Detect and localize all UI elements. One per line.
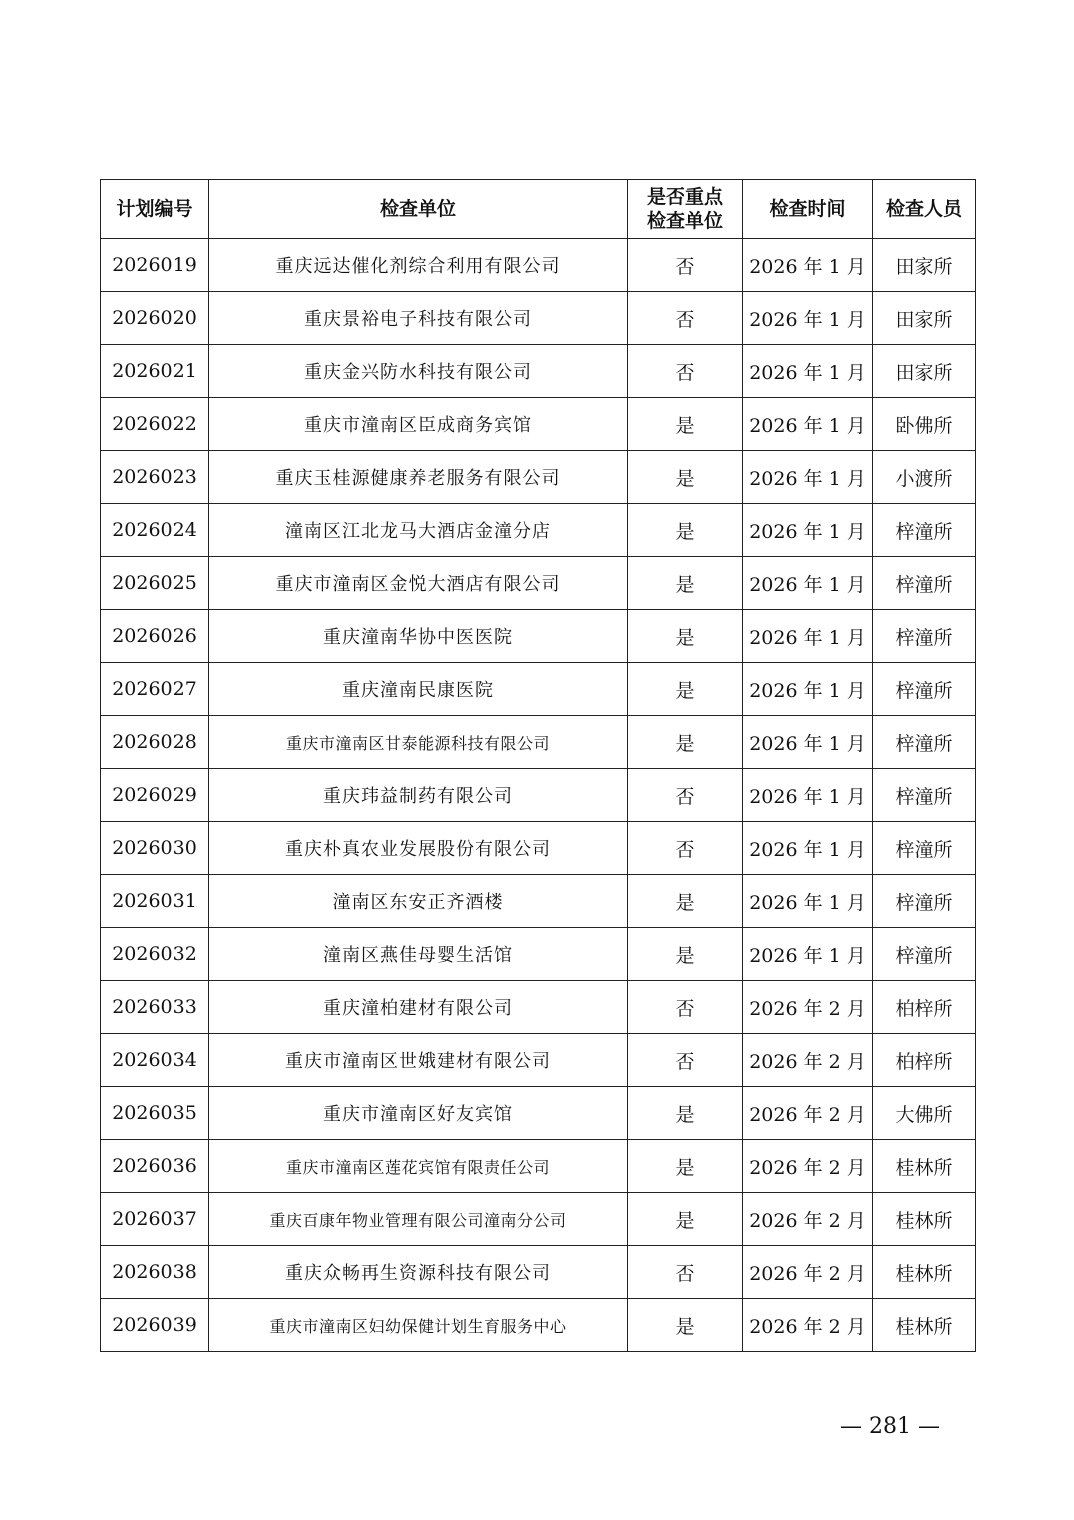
plan-number-cell: 2026025: [101, 557, 209, 610]
inspector-cell: 梓潼所: [873, 928, 976, 981]
inspector-cell: 卧佛所: [873, 398, 976, 451]
plan-number-cell: 2026035: [101, 1087, 209, 1140]
plan-number-cell: 2026032: [101, 928, 209, 981]
plan-number-cell: 2026030: [101, 822, 209, 875]
table-row: [101, 345, 976, 398]
inspected-unit-cell: 重庆市潼南区好友宾馆: [209, 1087, 628, 1140]
page-number: — 281 —: [840, 1414, 940, 1439]
inspection-time-cell: 2026 年 1 月: [743, 398, 873, 451]
inspector-cell: 梓潼所: [873, 504, 976, 557]
plan-number-cell: 2026021: [101, 345, 209, 398]
inspection-time-cell: 2026 年 1 月: [743, 875, 873, 928]
inspection-plan-table: [100, 179, 976, 1352]
plan-number-cell: 2026022: [101, 398, 209, 451]
inspector-cell: 梓潼所: [873, 769, 976, 822]
inspector-cell: 梓潼所: [873, 875, 976, 928]
inspected-unit-cell: 重庆市潼南区莲花宾馆有限责任公司: [209, 1140, 628, 1193]
inspection-time-cell: 2026 年 1 月: [743, 716, 873, 769]
key-unit-cell: 是: [628, 1193, 743, 1246]
inspection-time-cell: 2026 年 1 月: [743, 769, 873, 822]
table-row: [101, 239, 976, 292]
inspection-time-cell: 2026 年 1 月: [743, 557, 873, 610]
inspector-cell: 桂林所: [873, 1299, 976, 1352]
inspector-cell: 梓潼所: [873, 822, 976, 875]
inspector-cell: 小渡所: [873, 451, 976, 504]
plan-number-cell: 2026028: [101, 716, 209, 769]
header-key-unit: 是否重点 检查单位: [628, 180, 743, 239]
key-unit-cell: 是: [628, 398, 743, 451]
inspection-time-cell: 2026 年 1 月: [743, 663, 873, 716]
plan-number-cell: 2026019: [101, 239, 209, 292]
table-row: [101, 1246, 976, 1299]
table-row: [101, 981, 976, 1034]
table-row: [101, 875, 976, 928]
key-unit-cell: 否: [628, 822, 743, 875]
header-plan-number: 计划编号: [101, 180, 209, 239]
inspected-unit-cell: 重庆百康年物业管理有限公司潼南分公司: [209, 1193, 628, 1246]
table-row: [101, 663, 976, 716]
table-row: [101, 1034, 976, 1087]
key-unit-cell: 是: [628, 1299, 743, 1352]
table-row: [101, 928, 976, 981]
key-unit-cell: 否: [628, 1034, 743, 1087]
inspector-cell: 柏梓所: [873, 1034, 976, 1087]
plan-number-cell: 2026029: [101, 769, 209, 822]
inspector-cell: 桂林所: [873, 1193, 976, 1246]
inspection-time-cell: 2026 年 1 月: [743, 292, 873, 345]
inspector-cell: 柏梓所: [873, 981, 976, 1034]
inspection-time-cell: 2026 年 1 月: [743, 610, 873, 663]
key-unit-cell: 否: [628, 239, 743, 292]
table-row: [101, 610, 976, 663]
key-unit-cell: 是: [628, 928, 743, 981]
plan-number-cell: 2026039: [101, 1299, 209, 1352]
header-inspection-time: 检查时间: [743, 180, 873, 239]
inspected-unit-cell: 重庆玮益制药有限公司: [209, 769, 628, 822]
plan-number-cell: 2026024: [101, 504, 209, 557]
key-unit-cell: 是: [628, 504, 743, 557]
inspected-unit-cell: 重庆市潼南区妇幼保健计划生育服务中心: [209, 1299, 628, 1352]
inspected-unit-cell: 重庆朴真农业发展股份有限公司: [209, 822, 628, 875]
table-row: [101, 769, 976, 822]
key-unit-cell: 是: [628, 716, 743, 769]
table-row: [101, 504, 976, 557]
key-unit-cell: 是: [628, 451, 743, 504]
plan-number-cell: 2026027: [101, 663, 209, 716]
plan-number-cell: 2026020: [101, 292, 209, 345]
table-row: [101, 557, 976, 610]
inspected-unit-cell: 重庆众畅再生资源科技有限公司: [209, 1246, 628, 1299]
key-unit-cell: 否: [628, 345, 743, 398]
table-row: [101, 716, 976, 769]
table-row: [101, 451, 976, 504]
inspection-time-cell: 2026 年 1 月: [743, 239, 873, 292]
inspection-time-cell: 2026 年 1 月: [743, 345, 873, 398]
inspection-time-cell: 2026 年 1 月: [743, 928, 873, 981]
key-unit-cell: 否: [628, 292, 743, 345]
inspection-time-cell: 2026 年 2 月: [743, 1034, 873, 1087]
table-row: [101, 1140, 976, 1193]
inspection-time-cell: 2026 年 1 月: [743, 451, 873, 504]
key-unit-cell: 是: [628, 875, 743, 928]
header-inspected-unit: 检查单位: [209, 180, 628, 239]
inspected-unit-cell: 重庆市潼南区臣成商务宾馆: [209, 398, 628, 451]
inspector-cell: 梓潼所: [873, 663, 976, 716]
inspector-cell: 梓潼所: [873, 716, 976, 769]
inspection-time-cell: 2026 年 2 月: [743, 981, 873, 1034]
inspected-unit-cell: 重庆潼南华协中医医院: [209, 610, 628, 663]
inspected-unit-cell: 潼南区燕佳母婴生活馆: [209, 928, 628, 981]
header-inspector: 检查人员: [873, 180, 976, 239]
inspected-unit-cell: 潼南区东安正齐酒楼: [209, 875, 628, 928]
table-row: [101, 822, 976, 875]
table-row: [101, 1087, 976, 1140]
table-row: [101, 292, 976, 345]
plan-number-cell: 2026026: [101, 610, 209, 663]
plan-number-cell: 2026036: [101, 1140, 209, 1193]
inspector-cell: 梓潼所: [873, 610, 976, 663]
plan-number-cell: 2026031: [101, 875, 209, 928]
table-row: [101, 398, 976, 451]
inspector-cell: 田家所: [873, 345, 976, 398]
inspection-time-cell: 2026 年 1 月: [743, 504, 873, 557]
inspector-cell: 田家所: [873, 239, 976, 292]
inspector-cell: 桂林所: [873, 1246, 976, 1299]
inspection-time-cell: 2026 年 2 月: [743, 1140, 873, 1193]
plan-number-cell: 2026023: [101, 451, 209, 504]
inspected-unit-cell: 重庆潼柏建材有限公司: [209, 981, 628, 1034]
key-unit-cell: 是: [628, 1087, 743, 1140]
plan-number-cell: 2026033: [101, 981, 209, 1034]
plan-number-cell: 2026038: [101, 1246, 209, 1299]
inspection-time-cell: 2026 年 2 月: [743, 1087, 873, 1140]
inspector-cell: 大佛所: [873, 1087, 976, 1140]
table-row: [101, 1299, 976, 1352]
inspection-time-cell: 2026 年 2 月: [743, 1299, 873, 1352]
key-unit-cell: 否: [628, 769, 743, 822]
inspected-unit-cell: 重庆市潼南区世娥建材有限公司: [209, 1034, 628, 1087]
inspected-unit-cell: 潼南区江北龙马大酒店金潼分店: [209, 504, 628, 557]
inspected-unit-cell: 重庆潼南民康医院: [209, 663, 628, 716]
key-unit-cell: 是: [628, 1140, 743, 1193]
table-body: [101, 239, 976, 1352]
key-unit-cell: 是: [628, 610, 743, 663]
inspection-time-cell: 2026 年 2 月: [743, 1193, 873, 1246]
inspected-unit-cell: 重庆市潼南区金悦大酒店有限公司: [209, 557, 628, 610]
plan-number-cell: 2026037: [101, 1193, 209, 1246]
inspected-unit-cell: 重庆玉桂源健康养老服务有限公司: [209, 451, 628, 504]
table-header: [101, 180, 976, 239]
inspected-unit-cell: 重庆景裕电子科技有限公司: [209, 292, 628, 345]
plan-number-cell: 2026034: [101, 1034, 209, 1087]
inspected-unit-cell: 重庆金兴防水科技有限公司: [209, 345, 628, 398]
inspection-time-cell: 2026 年 2 月: [743, 1246, 873, 1299]
key-unit-cell: 否: [628, 1246, 743, 1299]
key-unit-cell: 是: [628, 557, 743, 610]
header-row: [101, 180, 976, 239]
inspector-cell: 田家所: [873, 292, 976, 345]
inspected-unit-cell: 重庆市潼南区甘泰能源科技有限公司: [209, 716, 628, 769]
key-unit-cell: 是: [628, 663, 743, 716]
inspected-unit-cell: 重庆远达催化剂综合利用有限公司: [209, 239, 628, 292]
inspector-cell: 梓潼所: [873, 557, 976, 610]
inspector-cell: 桂林所: [873, 1140, 976, 1193]
table-row: [101, 1193, 976, 1246]
key-unit-cell: 否: [628, 981, 743, 1034]
inspection-time-cell: 2026 年 1 月: [743, 822, 873, 875]
